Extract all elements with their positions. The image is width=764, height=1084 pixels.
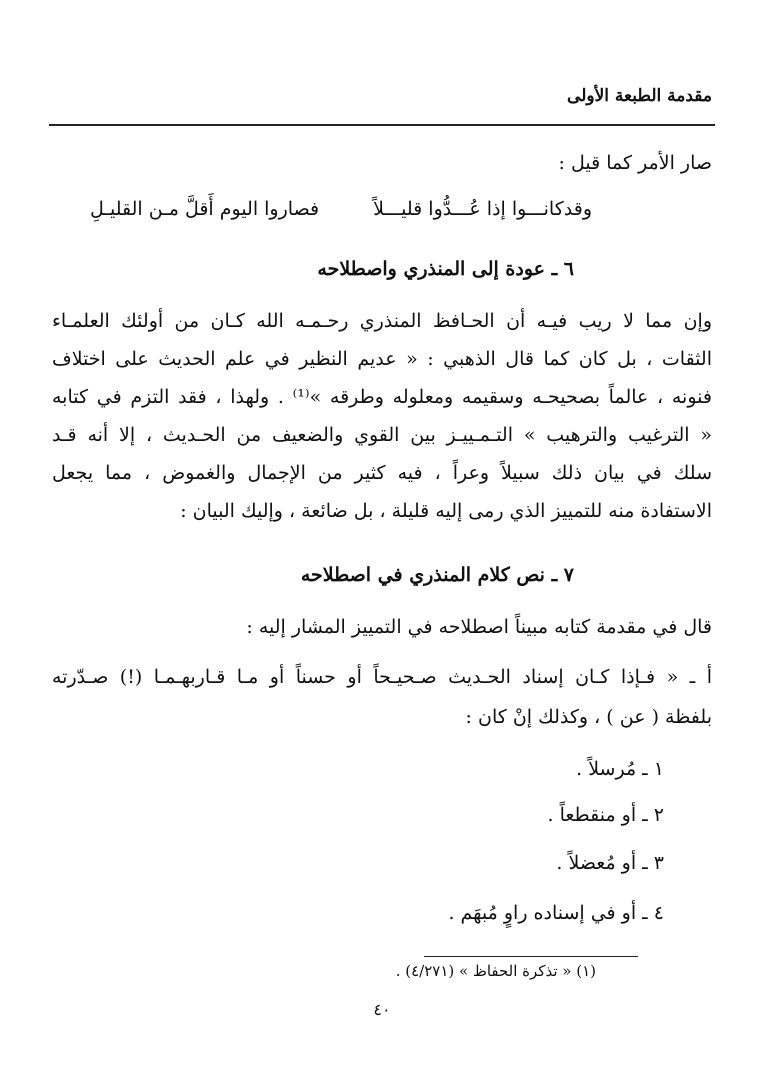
section-7-heading: ٧ ـ نص كلام المنذري في اصطلاحه [300, 564, 574, 586]
point-a-line: بلفظة ( عن ) ، وكذلك إنْ كان : [465, 706, 712, 728]
paragraph-line: فنونه ، عالماً بصحيحـه وسقيمه ومعلوله وطرقه »⁽¹⁾ . ولهذا ، فقد التزم في كتابه [52, 386, 712, 408]
list-item: ٣ ـ أو مُعضلاً . [556, 852, 664, 874]
paragraph-line: الثقات ، بل كان كما قال الذهبي : « عديم النظير في علم الحديث على اختلاف [52, 348, 712, 370]
verse-second-hemistich: فصاروا اليوم أَقلَّ مـن القليـلِ [90, 198, 320, 220]
section-6-heading: ٦ ـ عودة إلى المنذري واصطلاحه [317, 258, 574, 280]
list-item: ١ ـ مُرسلاً . [576, 758, 664, 780]
list-item: ٤ ـ أو في إسناده راوٍ مُبهَم . [448, 902, 664, 924]
intro-text: صار الأمر كما قيل : [558, 152, 712, 174]
footnote-divider [424, 956, 638, 957]
paragraph-line: الاستفادة منه للتمييز الذي رمى إليه قليلة ، بل ضائعة ، وإليك البيان : [180, 500, 712, 522]
list-item: ٢ ـ أو منقطعاً . [547, 804, 664, 826]
header-divider [49, 124, 715, 126]
point-a-line: أ ـ « فـإذا كـان إسناد الحـديث صـحيـحاً أو حسناً أو مـا قـاربهـمـا (!) صـدّرته [52, 666, 712, 688]
paragraph-line: سلك في بيان ذلك سبيلاً وعراً ، فيه كثير من الإجمال والغموض ، مما يجعل [52, 462, 712, 484]
footnote: (١) « تذكرة الحفاظ » (٤/٢٧١) . [395, 962, 596, 980]
paragraph-line: « الترغيب والترهيب » التـمـييـز بين القوي والضعيف من الحـديث ، إلا أنه قـد [52, 424, 712, 446]
running-header: مقدمة الطبعة الأولى [567, 86, 712, 106]
paragraph-line: وإن مما لا ريب فيـه أن الحـافظ المنذري رحـمـه الله كـان من أولئك العلمـاء [52, 310, 712, 332]
page-number: ٤٠ [373, 1000, 391, 1019]
verse-first-hemistich: وقدكانـــوا إذا عُـــدُّوا قليـــلاً [373, 198, 592, 220]
section-7-intro: قال في مقدمة كتابه مبيناً اصطلاحه في التمييز المشار إليه : [246, 616, 712, 638]
